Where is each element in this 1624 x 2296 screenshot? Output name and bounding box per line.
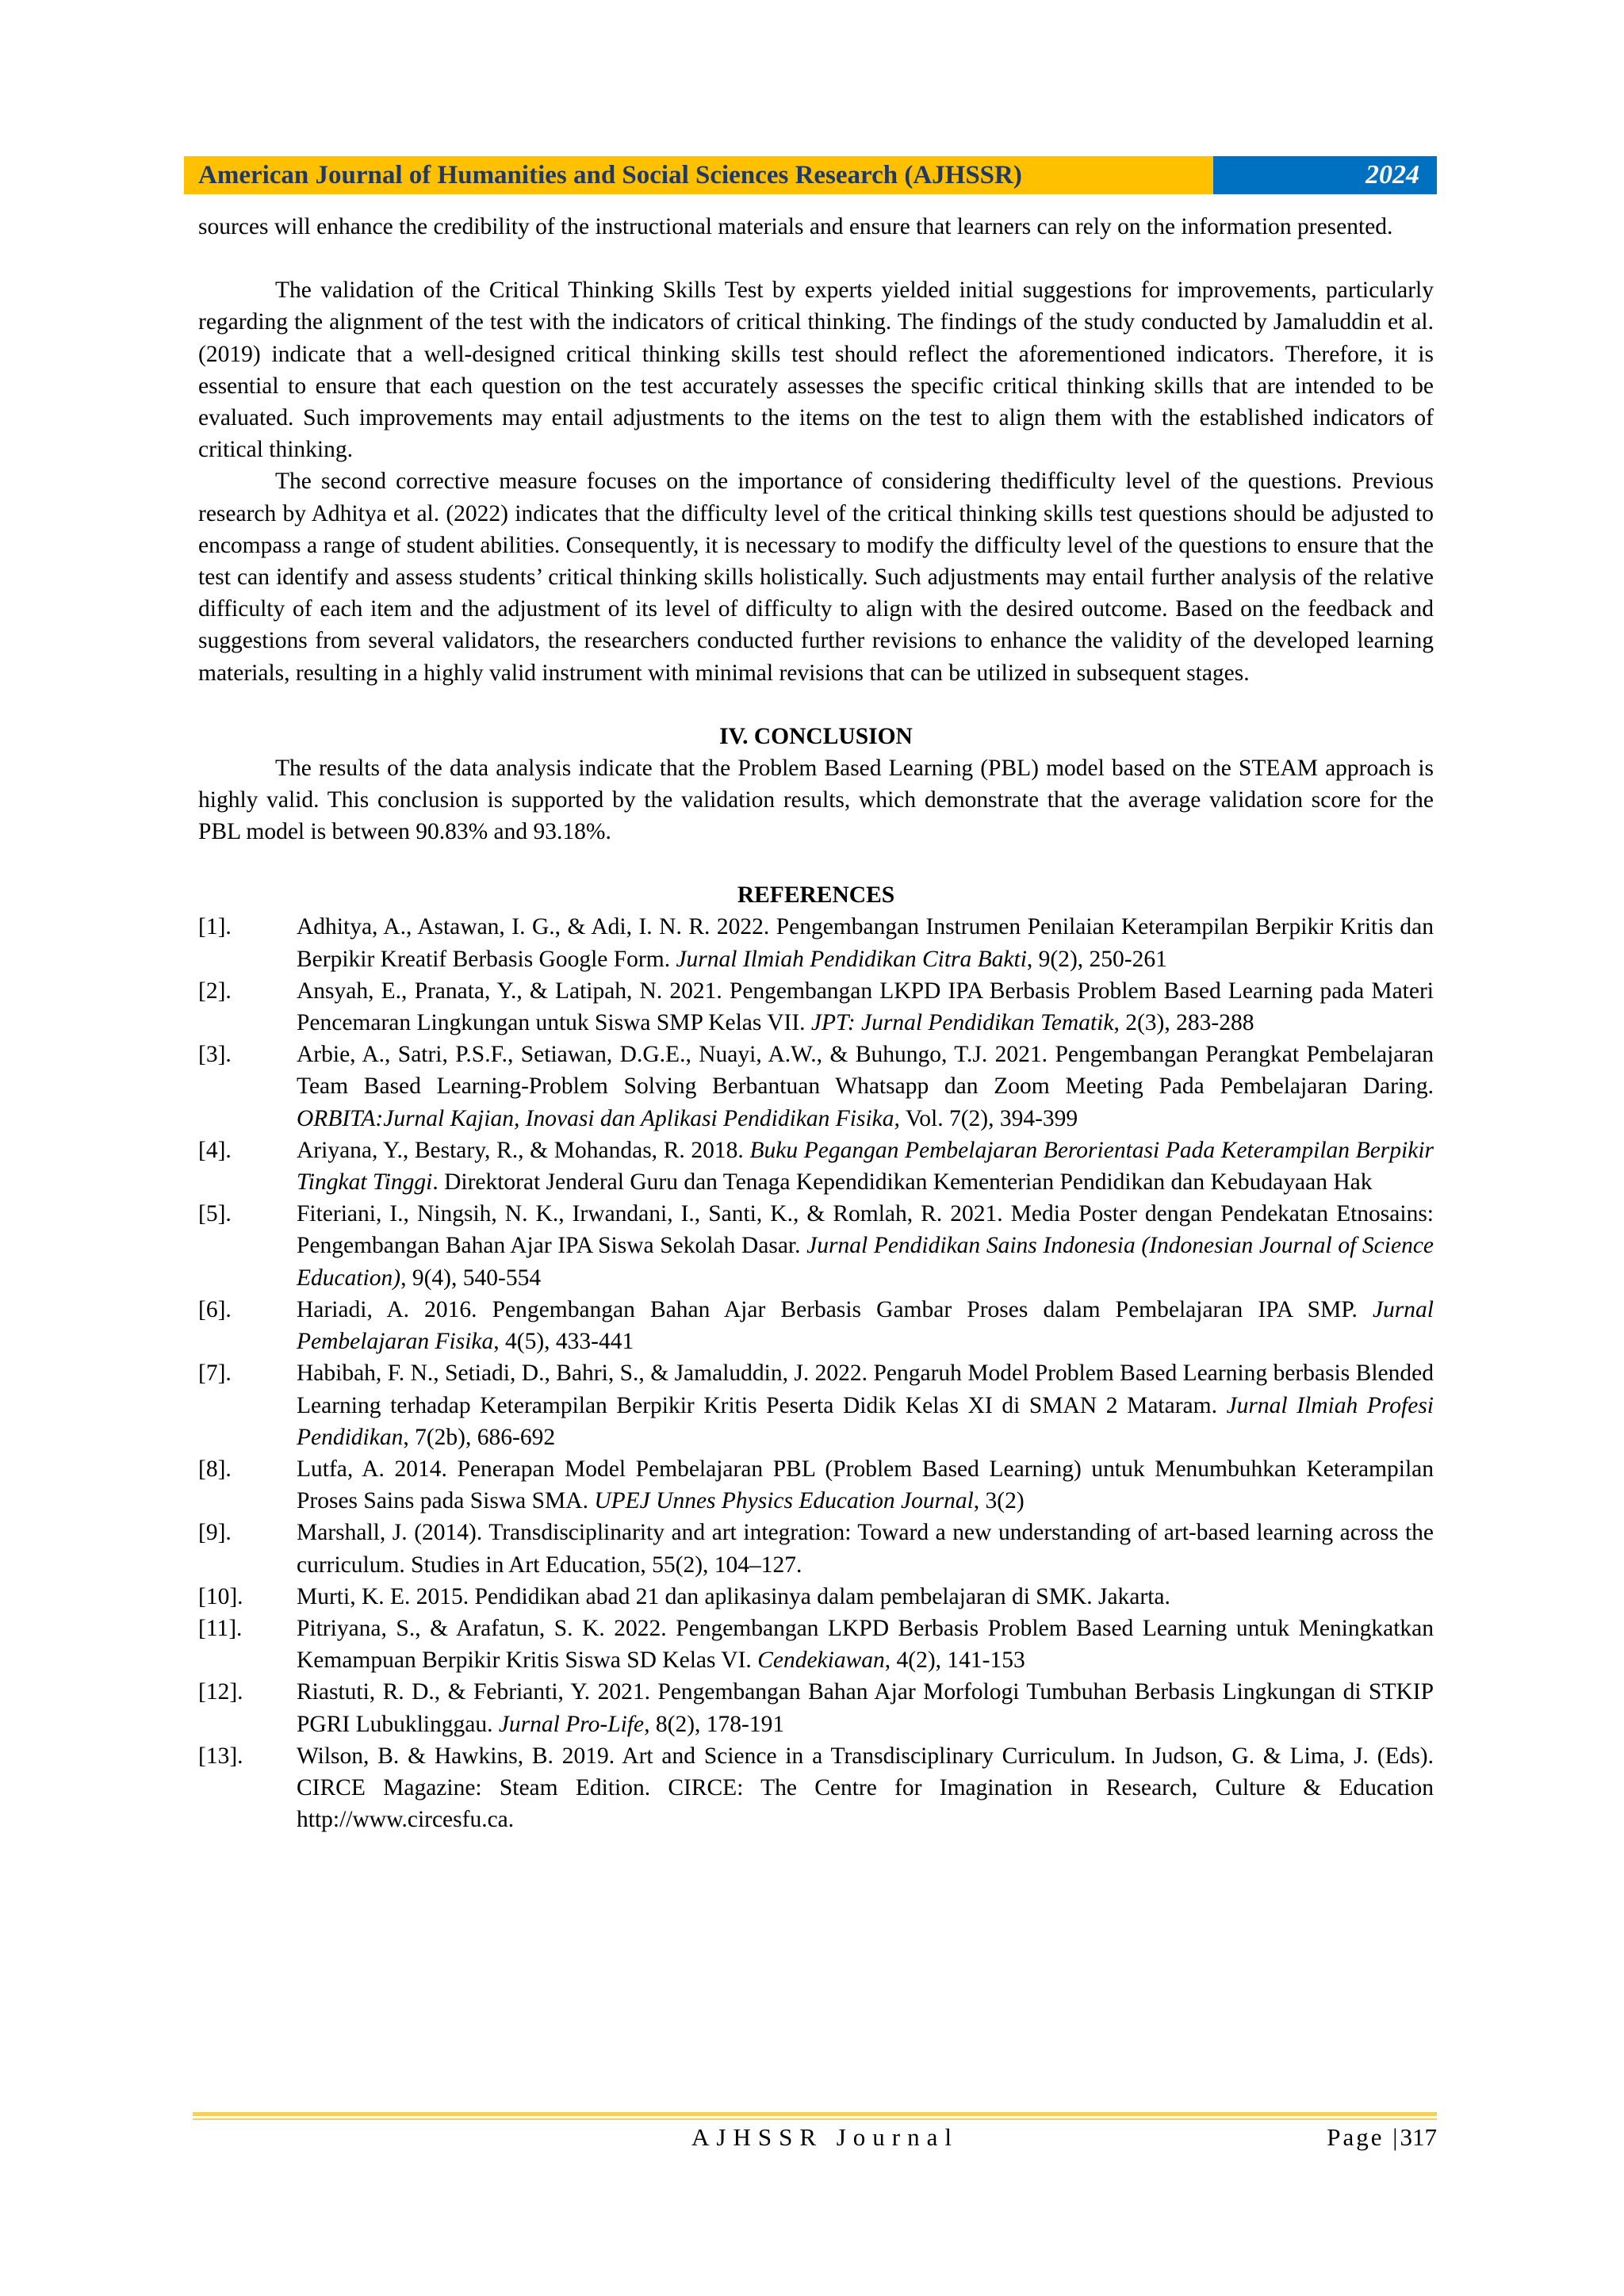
reference-item xyxy=(198,1676,1434,1739)
reference-authors-title: Pitriyana, S., & Arafatun, S. K. 2022. Pengembangan LKPD Berbasis Problem Based Learning untuk Meningkatkan Kemampuan Berpikir Kritis Siswa SD Kelas VI. xyxy=(297,1615,1434,1674)
journal-year: 2024 xyxy=(1365,160,1419,189)
paragraph-spacer xyxy=(198,243,1434,274)
paragraph-corrective-measure: The second corrective measure focuses on the importance of considering thedifficulty level of the questions. Previous research by Adhitya et al. (2022) indicates that the difficulty level of the critical thinking skills test questions should be adjusted to encompass a range of student abilities. Consequently, it is necessary to modify the difficulty level of the questions to ensure that the test can identify and assess students’ critical thinking skills holistically. Such adjustments may entail further analysis of the relative difficulty of each item and the adjustment of its level of difficulty to align with the desired outcome. Based on the feedback and suggestions from several validators, the researchers conducted further revisions to enhance the validity of the developed learning materials, resulting in a highly valid instrument with minimal revisions that can be utilized in subsequent stages. xyxy=(198,469,1434,686)
reference-text xyxy=(297,1676,1434,1739)
references-heading: REFERENCES xyxy=(737,882,895,909)
reference-authors-title: Ariyana, Y., Bestary, R., & Mohandas, R. 2018. xyxy=(297,1137,750,1163)
reference-item xyxy=(198,1740,1434,1836)
reference-number: [10]. xyxy=(198,1583,243,1609)
reference-source: Jurnal Pro-Life, xyxy=(498,1711,650,1737)
reference-number: [13]. xyxy=(198,1743,243,1769)
reference-source: JPT: Jurnal Pendidikan Tematik xyxy=(810,1010,1114,1036)
reference-text xyxy=(297,1039,1434,1135)
reference-number: [7]. xyxy=(198,1360,232,1387)
reference-details: , 7(2b), 686-692 xyxy=(403,1424,556,1450)
header-title-bar xyxy=(184,156,1213,194)
reference-text xyxy=(297,1740,1434,1836)
section-spacer xyxy=(198,689,1434,721)
reference-number: [9]. xyxy=(198,1520,232,1546)
page-number: 317 xyxy=(1400,2123,1437,2151)
footer-rule xyxy=(193,2112,1437,2116)
reference-authors-title: Habibah, F. N., Setiadi, D., Bahri, S., & Jamaluddin, J. 2022. Pengaruh Model Problem Based Learning berbasis Blended Learning terhadap Keterampilan Berpikir Kritis Peserta Didik Kelas XI di SMAN 2 Mataram. xyxy=(297,1360,1434,1418)
reference-item xyxy=(198,911,1434,974)
paragraph-continued: sources will enhance the credibility of the instructional materials and ensure that learners can rely on the information presented. xyxy=(198,214,1393,239)
conclusion-heading: IV. CONCLUSION xyxy=(719,723,913,749)
header-year-bar xyxy=(1213,156,1437,194)
reference-source: Jurnal Ilmiah Pendidikan Citra Bakti xyxy=(676,946,1027,972)
reference-text xyxy=(297,1198,1434,1294)
reference-number: [2]. xyxy=(198,978,232,1004)
reference-source: Buku Pegangan Pembelajaran Berorientasi Pada Keterampilan Berpikir Tingkat Tinggi xyxy=(297,1137,1434,1196)
reference-number: [1]. xyxy=(198,914,232,940)
reference-source: UPEJ Unnes Physics Education Journal xyxy=(594,1488,974,1514)
reference-item xyxy=(198,1453,1434,1517)
reference-details: 8(2), 178-191 xyxy=(649,1711,785,1737)
reference-authors-title: Ansyah, E., Pranata, Y., & Latipah, N. 2021. Pengembangan LKPD IPA Berbasis Problem Based Learning pada Materi Pencemaran Lingkungan untuk Siswa SMP Kelas VII. xyxy=(297,978,1434,1036)
reference-list xyxy=(198,911,1434,1835)
reference-details: , 4(2), 141-153 xyxy=(884,1647,1025,1674)
reference-details: . Direktorat Jenderal Guru dan Tenaga Kependidikan Kementerian Pendidikan dan Kebudayaan Hak xyxy=(432,1169,1373,1196)
reference-source: Cendekiawan xyxy=(757,1647,885,1674)
reference-number: [8]. xyxy=(198,1456,232,1482)
reference-item xyxy=(198,1294,1434,1357)
reference-item xyxy=(198,1613,1434,1676)
reference-authors-title: Arbie, A., Satri, P.S.F., Setiawan, D.G.E., Nuayi, A.W., & Buhungo, T.J. 2021. Pengembangan Perangkat Pembelajaran Team Based Learning-Problem Solving Berbantuan Whatsapp dan Zoom Meeting Pada Pembelajaran Daring. xyxy=(297,1042,1434,1100)
reference-details: , 4(5), 433-441 xyxy=(493,1329,634,1355)
reference-text xyxy=(297,1294,1434,1357)
reference-number: [4]. xyxy=(198,1137,232,1163)
reference-item xyxy=(198,975,1434,1039)
reference-details: , 9(4), 540-554 xyxy=(400,1265,542,1291)
reference-source: Jurnal Pendidikan Sains Indonesia (Indonesian Journal of Science Education) xyxy=(297,1233,1434,1291)
reference-authors-title: Wilson, B. & Hawkins, B. 2019. Art and Science in a Transdisciplinary Curriculum. In Judson, G. & Lima, J. (Eds). CIRCE Magazine: Steam Edition. CIRCE: The Centre for Imagination in Research, Culture & Education http://www.circesfu.ca. xyxy=(297,1743,1434,1833)
reference-details: Vol. 7(2), 394-399 xyxy=(899,1105,1078,1131)
conclusion-text: The results of the data analysis indicate that the Problem Based Learning (PBL) model based on the STEAM approach is highly valid. This conclusion is supported by the validation results, which demonstrate that the average validation score for the PBL model is between 90.83% and 93.18%. xyxy=(198,755,1434,845)
reference-authors-title: Murti, K. E. 2015. Pendidikan abad 21 dan aplikasinya dalam pembelajaran di SMK. Jakarta. xyxy=(297,1583,1170,1609)
reference-item xyxy=(198,1517,1434,1580)
reference-text xyxy=(297,911,1434,974)
reference-item xyxy=(198,1357,1434,1453)
reference-source: Jurnal Ilmiah Profesi Pendidikan xyxy=(297,1392,1434,1450)
reference-text xyxy=(297,1517,1434,1580)
page-label: Page | xyxy=(1327,2123,1400,2151)
reference-item xyxy=(198,1581,1434,1613)
reference-text xyxy=(297,975,1434,1039)
reference-details: , 3(2) xyxy=(973,1488,1025,1514)
reference-text xyxy=(297,1357,1434,1453)
reference-number: [6]. xyxy=(198,1296,232,1322)
journal-title: American Journal of Humanities and Social Sciences Research (AJHSSR) xyxy=(198,160,1022,189)
reference-number: [12]. xyxy=(198,1679,243,1705)
section-spacer xyxy=(198,848,1434,879)
reference-item xyxy=(198,1135,1434,1198)
reference-authors-title: Marshall, J. (2014). Transdisciplinarity and art integration: Toward a new understanding of art-based learning across the curriculum. Studies in Art Education, 55(2), 104–127. xyxy=(297,1520,1434,1578)
reference-number: [5]. xyxy=(198,1201,232,1227)
page-content xyxy=(198,211,1434,1835)
footer-journal-name: AJHSSR Journal xyxy=(691,2123,959,2151)
reference-text xyxy=(297,1453,1434,1517)
reference-text xyxy=(297,1135,1434,1198)
reference-details: , 9(2), 250-261 xyxy=(1026,946,1167,972)
reference-number: [11]. xyxy=(198,1615,243,1641)
reference-authors-title: Riastuti, R. D., & Febrianti, Y. 2021. Pengembangan Bahan Ajar Morfologi Tumbuhan Berbasis Lingkungan di STKIP PGRI Lubuklinggau. xyxy=(297,1679,1434,1737)
reference-item xyxy=(198,1198,1434,1294)
reference-source: ORBITA:Jurnal Kajian, Inovasi dan Aplikasi Pendidikan Fisika, xyxy=(297,1105,900,1131)
footer-page-number xyxy=(1327,2123,1437,2152)
paragraph-validation: The validation of the Critical Thinking Skills Test by experts yielded initial suggestions for improvements, particularly regarding the alignment of the test with the indicators of critical thinking. The findings of the study conducted by Jamaluddin et al. (2019) indicate that a well-designed critical thinking skills test should reflect the aforementioned indicators. Therefore, it is essential to ensure that each question on the test accurately assesses the specific critical thinking skills that are intended to be evaluated. Such improvements may entail adjustments to the items on the test to align them with the established indicators of critical thinking. xyxy=(198,277,1434,463)
reference-item xyxy=(198,1039,1434,1135)
reference-authors-title: Adhitya, A., Astawan, I. G., & Adi, I. N. R. 2022. Pengembangan Instrumen Penilaian Keterampilan Berpikir Kritis dan Berpikir Kreatif Berbasis Google Form. xyxy=(297,914,1434,972)
reference-text xyxy=(297,1581,1434,1613)
reference-authors-title: Hariadi, A. 2016. Pengembangan Bahan Ajar Berbasis Gambar Proses dalam Pembelajaran IPA SMP. xyxy=(297,1296,1373,1322)
reference-authors-title: Lutfa, A. 2014. Penerapan Model Pembelajaran PBL (Problem Based Learning) untuk Menumbuhkan Keterampilan Proses Sains pada Siswa SMA. xyxy=(297,1456,1434,1514)
reference-details: , 2(3), 283-288 xyxy=(1113,1010,1254,1036)
reference-number: [3]. xyxy=(198,1042,232,1068)
reference-authors-title: Fiteriani, I., Ningsih, N. K., Irwandani, I., Santi, K., & Romlah, R. 2021. Media Poster dengan Pendekatan Etnosains: Pengembangan Bahan Ajar IPA Siswa Sekolah Dasar. xyxy=(297,1201,1434,1259)
reference-text xyxy=(297,1613,1434,1676)
footer-rule-thin xyxy=(193,2118,1437,2120)
reference-source: Jurnal Pembelajaran Fisika xyxy=(297,1296,1434,1355)
journal-header xyxy=(184,156,1437,194)
